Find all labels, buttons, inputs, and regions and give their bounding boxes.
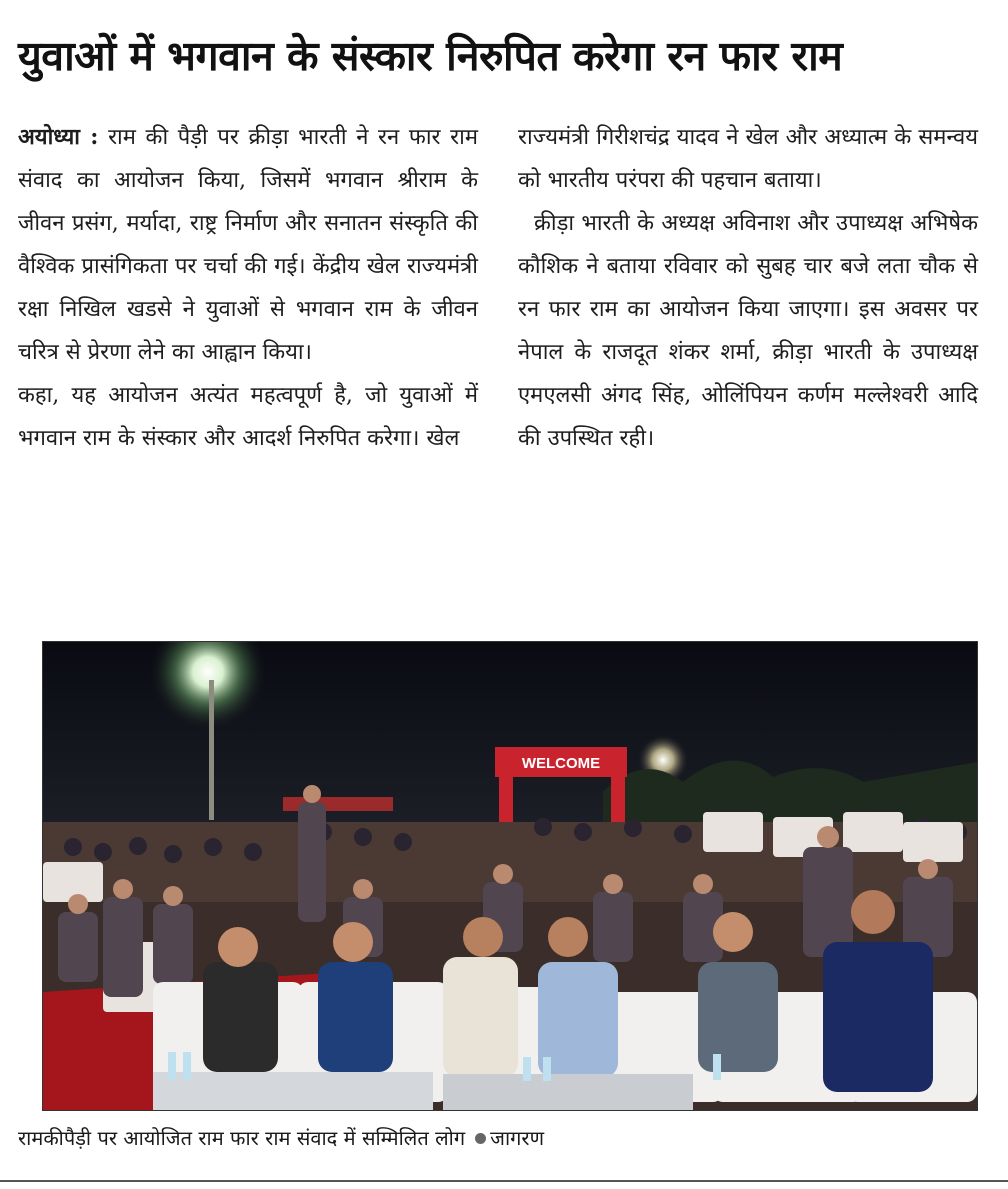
photo-credit: जागरण xyxy=(490,1126,545,1150)
article-column-right xyxy=(518,116,978,460)
event-photo-illustration xyxy=(43,642,977,1110)
headline: युवाओं में भगवान के संस्कार निरुपित करेगा रन फार राम xyxy=(18,32,843,80)
article-paragraph: कहा, यह आयोजन अत्यंत महत्वपूर्ण है, जो युवाओं में भगवान राम के संस्कार और आदर्श निरुपित करेगा। खेल xyxy=(18,383,478,451)
bottom-divider xyxy=(0,1180,1008,1182)
event-photo xyxy=(42,641,978,1111)
bullet-icon xyxy=(475,1133,486,1144)
article-column-left xyxy=(18,116,478,460)
article-paragraph: क्रीड़ा भारती के अध्यक्ष अविनाश और उपाध्यक्ष अभिषेक कौशिक ने बताया रविवार को सुबह चार बजे लता चौक से रन फार राम का आयोजन किया जाएगा। इस अवसर पर नेपाल के राजदूत शंकर शर्मा, क्रीड़ा भारती के उपाध्यक्ष एमएलसी अंगद सिंह, ओलिंपियन कर्णम मल्लेश्वरी आदि की उपस्थित रही। xyxy=(518,211,978,451)
article-paragraph xyxy=(18,116,478,374)
paragraph-text: राम की पैड़ी पर क्रीड़ा भारती ने रन फार राम संवाद का आयोजन किया, जिसमें भगवान श्रीराम के जीवन प्रसंग, मर्यादा, राष्ट्र निर्माण और सनातन संस्कृति की वैश्विक प्रासंगिकता पर चर्चा की गई। केंद्रीय खेल राज्यमंत्री रक्षा निखिल खडसे ने युवाओं से भगवान राम के जीवन चरित्र से प्रेरणा लेने का आह्वान किया। xyxy=(18,125,479,365)
caption-text: रामकीपैड़ी पर आयोजित राम फार राम संवाद में सम्मिलित लोग xyxy=(18,1126,466,1150)
dateline: अयोध्या : xyxy=(18,124,99,150)
photo-caption xyxy=(18,1121,978,1155)
article-paragraph: राज्यमंत्री गिरीशचंद्र यादव ने खेल और अध्यात्म के समन्वय को भारतीय परंपरा की पहचान बताया। xyxy=(518,125,978,193)
welcome-banner: WELCOME xyxy=(521,755,601,772)
